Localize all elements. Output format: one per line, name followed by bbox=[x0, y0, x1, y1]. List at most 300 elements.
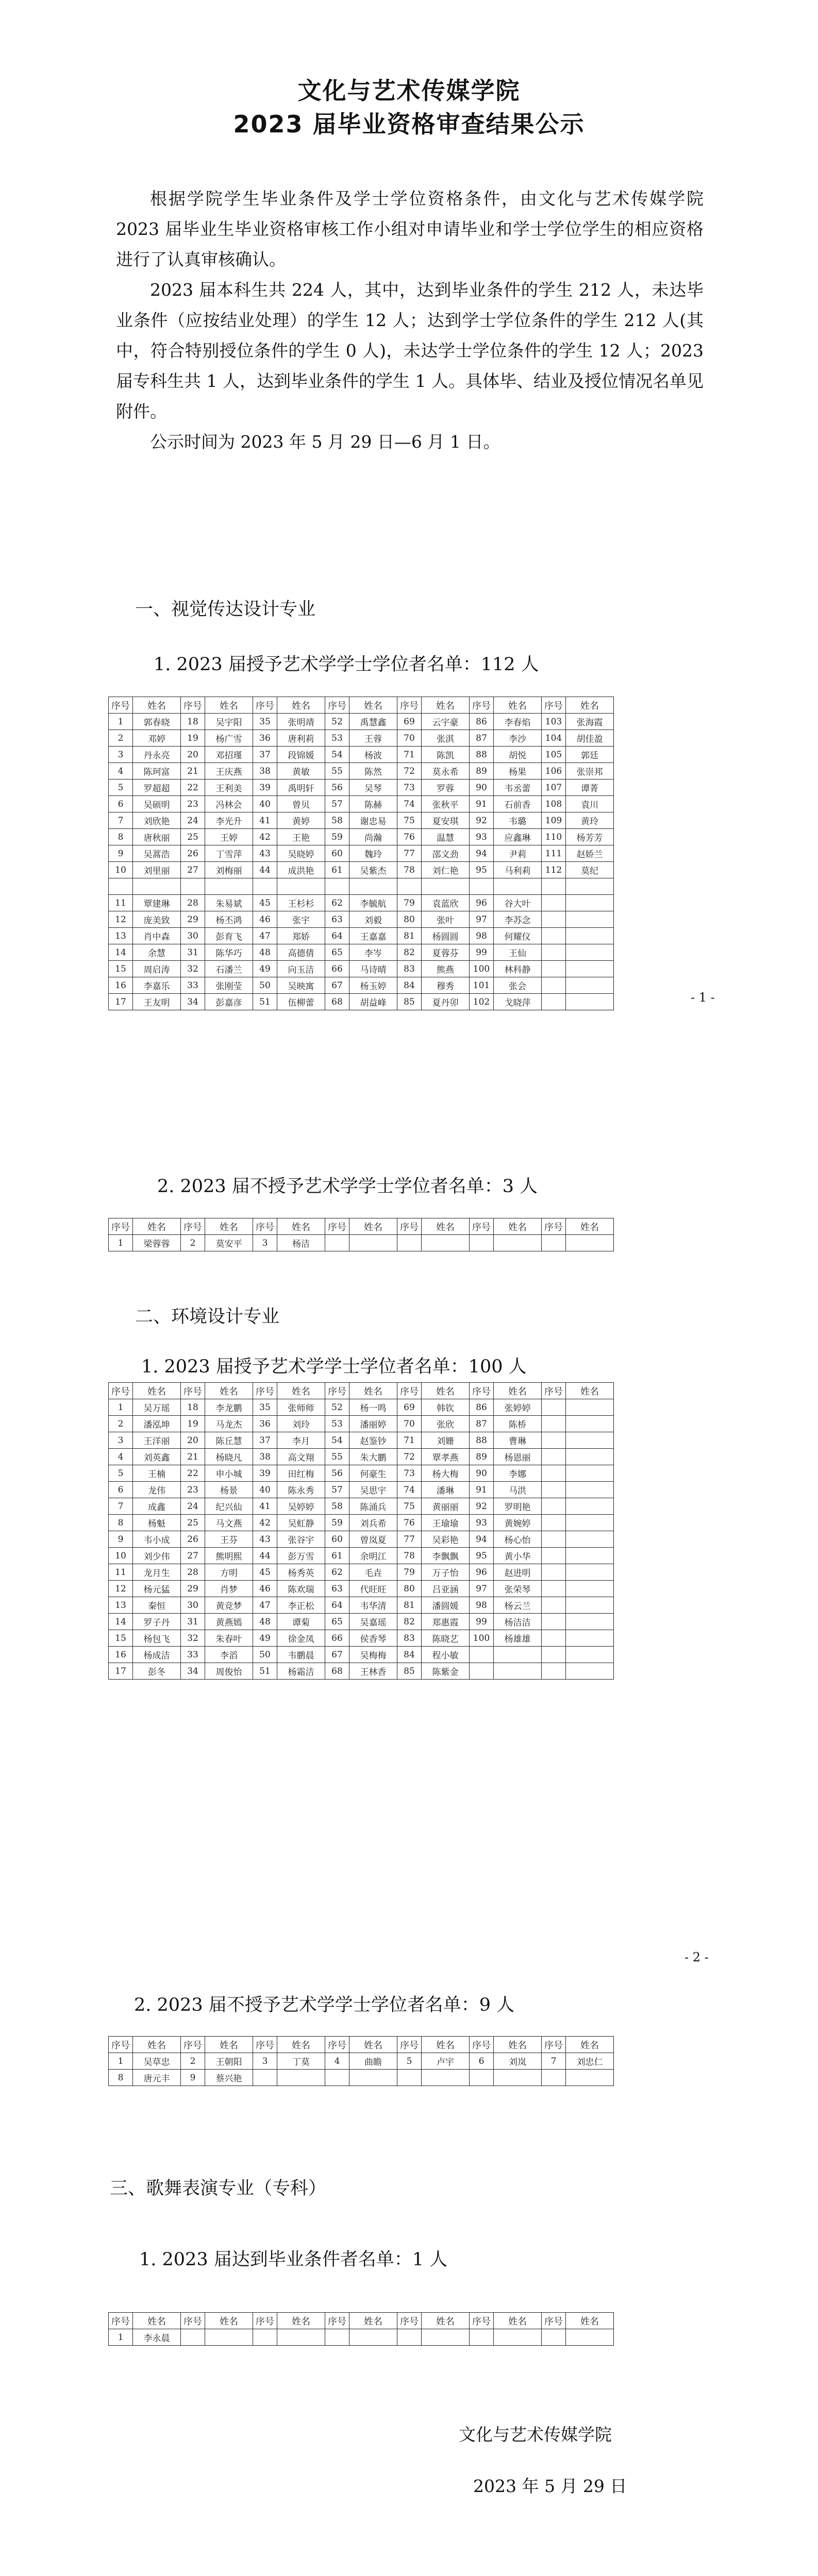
number-cell: 45 bbox=[253, 895, 277, 911]
table-row bbox=[109, 895, 614, 911]
number-cell: 99 bbox=[470, 944, 494, 961]
table-row bbox=[109, 1235, 614, 1251]
table-row bbox=[109, 944, 614, 961]
number-cell: 112 bbox=[542, 862, 566, 878]
number-cell: 100 bbox=[470, 961, 494, 977]
section-3-heading: 三、歌舞表演专业（专科） bbox=[110, 2178, 327, 2199]
number-cell: 22 bbox=[181, 779, 205, 796]
number-cell: 52 bbox=[325, 714, 349, 730]
name-cell bbox=[566, 1235, 614, 1251]
number-cell: 63 bbox=[325, 1581, 349, 1597]
number-cell: 2 bbox=[109, 730, 133, 747]
name-cell: 代旺旺 bbox=[349, 1581, 397, 1597]
name-cell: 杨大梅 bbox=[422, 1465, 470, 1482]
number-cell: 40 bbox=[253, 1482, 277, 1498]
name-cell: 郑娇 bbox=[277, 928, 325, 944]
name-cell: 杨心怡 bbox=[494, 1531, 542, 1548]
name-cell: 罗子丹 bbox=[133, 1614, 181, 1630]
name-cell: 张明靖 bbox=[277, 714, 325, 730]
name-cell: 吴紫杰 bbox=[349, 862, 397, 878]
number-cell bbox=[542, 1498, 566, 1515]
number-cell: 86 bbox=[470, 1399, 494, 1416]
number-cell: 4 bbox=[325, 2053, 349, 2070]
header-cell: 序号 bbox=[325, 2313, 349, 2329]
name-cell: 马文燕 bbox=[205, 1515, 253, 1531]
name-cell: 黄婉婷 bbox=[494, 1515, 542, 1531]
name-cell: 王瑜瑜 bbox=[422, 1515, 470, 1531]
name-cell: 吴映寓 bbox=[277, 977, 325, 994]
name-cell: 杨恩丽 bbox=[494, 1449, 542, 1465]
name-cell: 杨云兰 bbox=[494, 1597, 542, 1614]
table-row bbox=[109, 1647, 614, 1663]
number-cell: 82 bbox=[397, 944, 422, 961]
name-cell: 李嘉乐 bbox=[133, 977, 181, 994]
number-cell: 58 bbox=[325, 812, 349, 829]
name-cell bbox=[566, 944, 614, 961]
header-cell: 序号 bbox=[470, 2037, 494, 2053]
name-cell: 余慧 bbox=[133, 944, 181, 961]
name-cell: 李沙 bbox=[494, 730, 542, 747]
name-cell: 曲瞻 bbox=[349, 2053, 397, 2070]
name-cell bbox=[349, 2070, 397, 2086]
name-cell bbox=[566, 1548, 614, 1564]
table-row bbox=[109, 796, 614, 812]
name-cell bbox=[349, 878, 397, 895]
table-row bbox=[109, 779, 614, 796]
name-cell: 张崇邦 bbox=[566, 763, 614, 779]
name-cell: 杨成洁 bbox=[133, 1647, 181, 1663]
name-cell: 潘泓坤 bbox=[133, 1416, 181, 1432]
table-row bbox=[109, 1548, 614, 1564]
number-cell: 2 bbox=[181, 2053, 205, 2070]
number-cell: 97 bbox=[470, 911, 494, 928]
number-cell: 32 bbox=[181, 961, 205, 977]
name-cell: 张宇 bbox=[277, 911, 325, 928]
name-cell: 胡悦 bbox=[494, 747, 542, 763]
number-cell: 85 bbox=[397, 1663, 422, 1680]
header-cell: 序号 bbox=[109, 1218, 133, 1235]
name-cell: 杨果 bbox=[494, 763, 542, 779]
name-cell: 陈欢瑞 bbox=[277, 1581, 325, 1597]
header-cell: 姓名 bbox=[205, 1218, 253, 1235]
name-cell: 陈赫 bbox=[349, 796, 397, 812]
number-cell: 3 bbox=[253, 2053, 277, 2070]
number-cell: 71 bbox=[397, 747, 422, 763]
name-cell bbox=[494, 1663, 542, 1680]
name-cell: 覃建琳 bbox=[133, 895, 181, 911]
table-s3-graduates bbox=[108, 2312, 614, 2346]
number-cell: 61 bbox=[325, 1548, 349, 1564]
name-cell: 黄燕嫣 bbox=[205, 1614, 253, 1630]
name-cell: 梁蓉蓉 bbox=[133, 1235, 181, 1251]
number-cell: 66 bbox=[325, 1630, 349, 1647]
number-cell bbox=[325, 2329, 349, 2346]
table-row bbox=[109, 1482, 614, 1498]
number-cell: 105 bbox=[542, 747, 566, 763]
table-row bbox=[109, 730, 614, 747]
number-cell bbox=[470, 2329, 494, 2346]
number-cell: 56 bbox=[325, 1465, 349, 1482]
name-cell: 袁蓝欣 bbox=[422, 895, 470, 911]
table-row bbox=[109, 714, 614, 730]
number-cell: 62 bbox=[325, 1564, 349, 1581]
name-cell: 韩钦 bbox=[422, 1399, 470, 1416]
number-cell: 76 bbox=[397, 1515, 422, 1531]
number-cell: 8 bbox=[109, 2070, 133, 2086]
number-cell: 97 bbox=[470, 1581, 494, 1597]
name-cell: 段锦媛 bbox=[277, 747, 325, 763]
number-cell: 10 bbox=[109, 1548, 133, 1564]
name-cell: 张婷婷 bbox=[494, 1399, 542, 1416]
number-cell: 1 bbox=[109, 2329, 133, 2346]
name-cell: 杨霜洁 bbox=[277, 1663, 325, 1680]
name-cell: 刘忠仁 bbox=[566, 2053, 614, 2070]
name-cell: 黄竞梦 bbox=[205, 1597, 253, 1614]
name-cell bbox=[566, 1663, 614, 1680]
name-cell: 龙月生 bbox=[133, 1564, 181, 1581]
number-cell bbox=[542, 961, 566, 977]
table-row bbox=[109, 878, 614, 895]
header-cell: 姓名 bbox=[205, 697, 253, 714]
name-cell: 李岑 bbox=[349, 944, 397, 961]
name-cell: 杨圆圆 bbox=[422, 928, 470, 944]
name-cell bbox=[277, 2329, 325, 2346]
name-cell: 覃孝燕 bbox=[422, 1449, 470, 1465]
number-cell: 8 bbox=[109, 829, 133, 845]
number-cell: 55 bbox=[325, 1449, 349, 1465]
table-row bbox=[109, 1597, 614, 1614]
number-cell: 71 bbox=[397, 1432, 422, 1449]
number-cell: 31 bbox=[181, 944, 205, 961]
name-cell: 罗明艳 bbox=[494, 1498, 542, 1515]
number-cell: 5 bbox=[109, 779, 133, 796]
number-cell: 69 bbox=[397, 714, 422, 730]
header-cell: 序号 bbox=[109, 2037, 133, 2053]
name-cell: 王朝阳 bbox=[205, 2053, 253, 2070]
name-cell: 杨广雪 bbox=[205, 730, 253, 747]
number-cell bbox=[542, 1597, 566, 1614]
name-cell bbox=[422, 2070, 470, 2086]
table-row bbox=[109, 1581, 614, 1597]
name-cell: 陈丘慧 bbox=[205, 1432, 253, 1449]
name-cell bbox=[205, 2329, 253, 2346]
name-cell: 杨雄雄 bbox=[494, 1630, 542, 1647]
header-cell: 序号 bbox=[253, 1218, 277, 1235]
header-cell: 序号 bbox=[542, 2313, 566, 2329]
number-cell bbox=[397, 1235, 422, 1251]
number-cell: 62 bbox=[325, 895, 349, 911]
header-cell: 姓名 bbox=[349, 697, 397, 714]
section-2-sub-1: 1. 2023 届授予艺术学学士学位者名单：100 人 bbox=[141, 1357, 527, 1377]
name-cell: 张欣 bbox=[422, 1416, 470, 1432]
number-cell: 29 bbox=[181, 911, 205, 928]
name-cell: 丁雪萍 bbox=[205, 845, 253, 862]
name-cell bbox=[349, 2329, 397, 2346]
number-cell: 68 bbox=[325, 994, 349, 1010]
name-cell: 禹慧鑫 bbox=[349, 714, 397, 730]
number-cell: 41 bbox=[253, 1498, 277, 1515]
name-cell: 袁川 bbox=[566, 796, 614, 812]
name-cell: 马洪 bbox=[494, 1482, 542, 1498]
number-cell: 67 bbox=[325, 1647, 349, 1663]
name-cell: 杨波 bbox=[349, 747, 397, 763]
name-cell: 王友明 bbox=[133, 994, 181, 1010]
number-cell: 3 bbox=[109, 747, 133, 763]
table-row bbox=[109, 845, 614, 862]
number-cell: 55 bbox=[325, 763, 349, 779]
name-cell: 高德倩 bbox=[277, 944, 325, 961]
number-cell bbox=[470, 2070, 494, 2086]
name-cell: 石潘兰 bbox=[205, 961, 253, 977]
name-cell: 李正松 bbox=[277, 1597, 325, 1614]
name-cell bbox=[205, 878, 253, 895]
name-cell: 陈晓艺 bbox=[422, 1630, 470, 1647]
name-cell: 吴硕明 bbox=[133, 796, 181, 812]
number-cell: 31 bbox=[181, 1614, 205, 1630]
number-cell: 13 bbox=[109, 1597, 133, 1614]
number-cell: 88 bbox=[470, 747, 494, 763]
signature-org: 文化与艺术传媒学院 bbox=[459, 2425, 612, 2445]
name-cell: 刘姗 bbox=[422, 1432, 470, 1449]
header-cell: 序号 bbox=[181, 697, 205, 714]
name-cell: 李滔 bbox=[205, 1647, 253, 1663]
name-cell bbox=[566, 1515, 614, 1531]
name-cell: 胡益峰 bbox=[349, 994, 397, 1010]
title-line-1: 文化与艺术传媒学院 bbox=[297, 77, 521, 105]
name-cell: 云宇豪 bbox=[422, 714, 470, 730]
name-cell bbox=[277, 878, 325, 895]
name-cell: 肖梦 bbox=[205, 1581, 253, 1597]
table-row bbox=[109, 812, 614, 829]
header-cell: 姓名 bbox=[349, 2313, 397, 2329]
name-cell: 彭万雪 bbox=[277, 1548, 325, 1564]
page-number-1: - 1 - bbox=[691, 990, 715, 1005]
number-cell: 58 bbox=[325, 1498, 349, 1515]
number-cell bbox=[542, 944, 566, 961]
name-cell: 韦丞蕾 bbox=[494, 779, 542, 796]
header-cell: 姓名 bbox=[494, 1218, 542, 1235]
number-cell bbox=[542, 1548, 566, 1564]
number-cell: 60 bbox=[325, 1531, 349, 1548]
number-cell: 94 bbox=[470, 1531, 494, 1548]
header-cell: 姓名 bbox=[349, 1383, 397, 1399]
name-cell: 熊明熙 bbox=[205, 1548, 253, 1564]
header-cell: 序号 bbox=[397, 2313, 422, 2329]
name-cell: 李娜 bbox=[494, 1465, 542, 1482]
number-cell bbox=[542, 911, 566, 928]
name-cell: 刘岚 bbox=[494, 2053, 542, 2070]
table-row bbox=[109, 747, 614, 763]
name-cell: 黄婷 bbox=[277, 812, 325, 829]
header-cell: 序号 bbox=[397, 697, 422, 714]
header-cell: 序号 bbox=[542, 2037, 566, 2053]
name-cell: 黄敏 bbox=[277, 763, 325, 779]
name-cell: 王婷 bbox=[205, 829, 253, 845]
number-cell: 49 bbox=[253, 961, 277, 977]
number-cell: 25 bbox=[181, 829, 205, 845]
number-cell: 27 bbox=[181, 862, 205, 878]
table-row bbox=[109, 1663, 614, 1680]
name-cell: 邓招瑾 bbox=[205, 747, 253, 763]
name-cell: 黄丽丽 bbox=[422, 1498, 470, 1515]
name-cell: 刘玲 bbox=[277, 1416, 325, 1432]
number-cell: 9 bbox=[109, 845, 133, 862]
table-row bbox=[109, 862, 614, 878]
name-cell bbox=[566, 1647, 614, 1663]
header-cell: 序号 bbox=[542, 1383, 566, 1399]
name-cell: 吴万瑶 bbox=[133, 1399, 181, 1416]
number-cell bbox=[253, 2070, 277, 2086]
number-cell: 85 bbox=[397, 994, 422, 1010]
name-cell: 王利美 bbox=[205, 779, 253, 796]
name-cell: 程小敏 bbox=[422, 1647, 470, 1663]
number-cell: 79 bbox=[397, 1564, 422, 1581]
name-cell bbox=[566, 1416, 614, 1432]
number-cell bbox=[542, 1564, 566, 1581]
number-cell: 96 bbox=[470, 1564, 494, 1581]
name-cell bbox=[566, 1498, 614, 1515]
name-cell: 彭育飞 bbox=[205, 928, 253, 944]
name-cell: 穆秀 bbox=[422, 977, 470, 994]
name-cell bbox=[566, 1482, 614, 1498]
name-cell: 吴晓婷 bbox=[277, 845, 325, 862]
number-cell: 94 bbox=[470, 845, 494, 862]
name-cell: 吴嘉瑶 bbox=[349, 1614, 397, 1630]
name-cell: 张荣琴 bbox=[494, 1581, 542, 1597]
number-cell: 51 bbox=[253, 994, 277, 1010]
name-cell: 夏安琪 bbox=[422, 812, 470, 829]
number-cell: 48 bbox=[253, 1614, 277, 1630]
number-cell bbox=[542, 994, 566, 1010]
name-cell: 陈桥 bbox=[494, 1416, 542, 1432]
table-row bbox=[109, 1432, 614, 1449]
number-cell bbox=[542, 2070, 566, 2086]
name-cell: 张淇 bbox=[422, 730, 470, 747]
number-cell bbox=[542, 1663, 566, 1680]
header-cell: 姓名 bbox=[422, 2037, 470, 2053]
number-cell: 18 bbox=[181, 1399, 205, 1416]
name-cell: 毛垚 bbox=[349, 1564, 397, 1581]
number-cell: 74 bbox=[397, 1482, 422, 1498]
number-cell: 27 bbox=[181, 1548, 205, 1564]
name-cell: 李毓航 bbox=[349, 895, 397, 911]
number-cell: 73 bbox=[397, 1465, 422, 1482]
table-row bbox=[109, 829, 614, 845]
number-cell: 11 bbox=[109, 1564, 133, 1581]
name-cell: 唐利莉 bbox=[277, 730, 325, 747]
number-cell: 98 bbox=[470, 928, 494, 944]
number-cell: 111 bbox=[542, 845, 566, 862]
name-cell: 张谷宇 bbox=[277, 1531, 325, 1548]
table-row bbox=[109, 977, 614, 994]
header-cell: 姓名 bbox=[566, 1218, 614, 1235]
number-cell bbox=[109, 878, 133, 895]
name-cell: 刘里丽 bbox=[133, 862, 181, 878]
name-cell: 温慧 bbox=[422, 829, 470, 845]
header-cell: 姓名 bbox=[205, 2037, 253, 2053]
number-cell bbox=[542, 1647, 566, 1663]
table-row bbox=[109, 1614, 614, 1630]
name-cell bbox=[566, 1465, 614, 1482]
number-cell: 64 bbox=[325, 928, 349, 944]
number-cell: 87 bbox=[470, 1416, 494, 1432]
number-cell bbox=[542, 1515, 566, 1531]
header-cell: 姓名 bbox=[566, 2313, 614, 2329]
number-cell: 13 bbox=[109, 928, 133, 944]
section-2-sub-2: 2. 2023 届不授予艺术学学士学位者名单：9 人 bbox=[134, 1995, 515, 2015]
name-cell: 禹明轩 bbox=[277, 779, 325, 796]
number-cell: 19 bbox=[181, 730, 205, 747]
number-cell: 90 bbox=[470, 779, 494, 796]
name-cell: 田红梅 bbox=[277, 1465, 325, 1482]
name-cell: 赵娇兰 bbox=[566, 845, 614, 862]
number-cell: 39 bbox=[253, 1465, 277, 1482]
number-cell: 34 bbox=[181, 994, 205, 1010]
name-cell: 卢宇 bbox=[422, 2053, 470, 2070]
number-cell: 104 bbox=[542, 730, 566, 747]
name-cell: 刘梅丽 bbox=[205, 862, 253, 878]
number-cell: 37 bbox=[253, 1432, 277, 1449]
number-cell: 99 bbox=[470, 1614, 494, 1630]
header-cell: 姓名 bbox=[277, 1383, 325, 1399]
name-cell: 吴虹静 bbox=[277, 1515, 325, 1531]
number-cell: 37 bbox=[253, 747, 277, 763]
number-cell: 70 bbox=[397, 1416, 422, 1432]
header-cell: 序号 bbox=[253, 1383, 277, 1399]
number-cell: 83 bbox=[397, 961, 422, 977]
number-cell: 30 bbox=[181, 928, 205, 944]
number-cell: 23 bbox=[181, 1482, 205, 1498]
number-cell: 75 bbox=[397, 812, 422, 829]
number-cell: 92 bbox=[470, 812, 494, 829]
number-cell bbox=[542, 977, 566, 994]
name-cell: 彭冬 bbox=[133, 1663, 181, 1680]
name-cell: 方明 bbox=[205, 1564, 253, 1581]
number-cell: 65 bbox=[325, 1614, 349, 1630]
name-cell: 吴彩艳 bbox=[422, 1531, 470, 1548]
name-cell: 徐金凤 bbox=[277, 1630, 325, 1647]
number-cell: 70 bbox=[397, 730, 422, 747]
number-cell: 4 bbox=[109, 763, 133, 779]
table-header-row bbox=[109, 697, 614, 714]
header-cell: 序号 bbox=[109, 1383, 133, 1399]
number-cell: 109 bbox=[542, 812, 566, 829]
number-cell: 96 bbox=[470, 895, 494, 911]
name-cell bbox=[566, 1432, 614, 1449]
name-cell bbox=[422, 1235, 470, 1251]
number-cell: 29 bbox=[181, 1581, 205, 1597]
name-cell: 周启涛 bbox=[133, 961, 181, 977]
name-cell: 朱大鹏 bbox=[349, 1449, 397, 1465]
number-cell: 19 bbox=[181, 1416, 205, 1432]
number-cell: 34 bbox=[181, 1663, 205, 1680]
number-cell: 44 bbox=[253, 862, 277, 878]
name-cell: 杨芳芳 bbox=[566, 829, 614, 845]
header-cell: 姓名 bbox=[133, 1218, 181, 1235]
name-cell: 莫永希 bbox=[422, 763, 470, 779]
number-cell bbox=[397, 878, 422, 895]
title-line-2: 2023 届毕业资格审查结果公示 bbox=[233, 110, 585, 138]
name-cell: 郭春晓 bbox=[133, 714, 181, 730]
table-header-row bbox=[109, 2037, 614, 2053]
name-cell: 韦华清 bbox=[349, 1597, 397, 1614]
number-cell: 15 bbox=[109, 961, 133, 977]
number-cell: 12 bbox=[109, 1581, 133, 1597]
number-cell bbox=[397, 2329, 422, 2346]
name-cell: 朱春叶 bbox=[205, 1630, 253, 1647]
name-cell: 杨景 bbox=[205, 1482, 253, 1498]
number-cell: 57 bbox=[325, 796, 349, 812]
